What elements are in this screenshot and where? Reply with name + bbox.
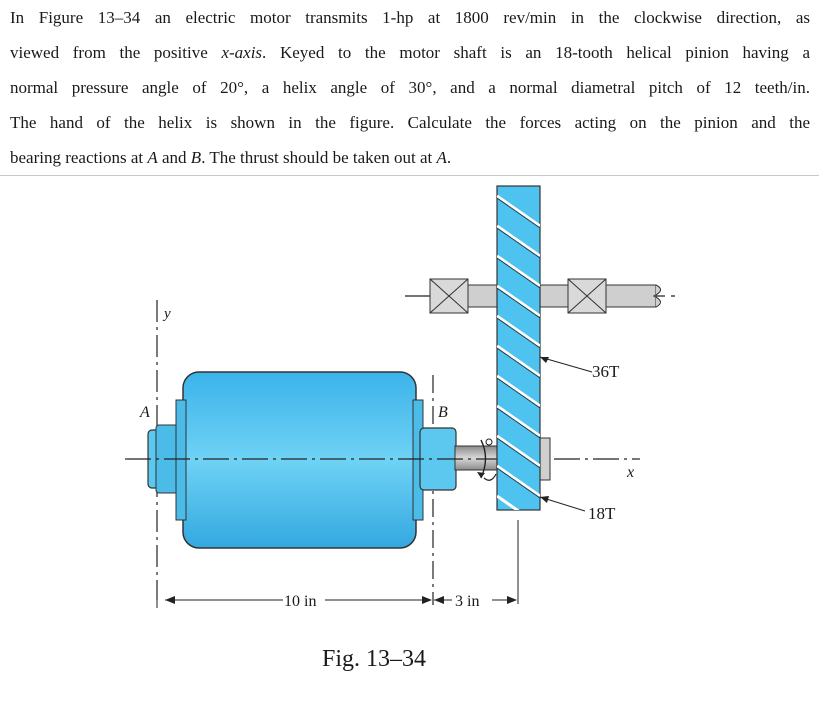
leader-36t-arrowhead (540, 357, 549, 363)
y-axis-label: y (164, 306, 171, 322)
problem-text: . The thrust should be taken out at (201, 148, 437, 167)
problem-text: and (157, 148, 191, 167)
point-a: A (147, 148, 158, 167)
point-a: A (436, 148, 447, 167)
upper-shaft-segment (540, 285, 568, 307)
rotation-arrow-head (477, 472, 485, 478)
gear-36t-label: 36T (592, 362, 620, 381)
problem-line-3: normal pressure angle of 20°, a helix angle of 30°, and a normal diametral pitch of 12 teeth/in. (10, 78, 810, 97)
rotation-arrow-tail (484, 474, 496, 480)
dimension-10in-label: 10 in (284, 593, 317, 610)
upper-shaft-end (606, 285, 656, 307)
problem-text: . Keyed to the motor shaft is an 18-tooth helical pinion having a (262, 43, 810, 62)
bearing-b-label: B (438, 404, 448, 421)
x-axis-label: x (627, 464, 635, 481)
pinion-18t-label: 18T (588, 504, 616, 523)
motor-end-cap-left (176, 400, 186, 520)
axis-name: x-axis (221, 43, 263, 62)
problem-text: viewed from the positive (10, 43, 222, 62)
helical-gear-36t (497, 186, 540, 526)
motor-shaft (455, 446, 500, 470)
problem-line-4: The hand of the helix is shown in the figure. Calculate the forces acting on the pinion and the (10, 113, 810, 132)
rotation-mark (486, 439, 492, 445)
upper-shaft-segment (468, 285, 497, 307)
point-b: B (190, 148, 202, 167)
leader-18t-arrowhead (540, 496, 549, 503)
bearing-a-label: A (140, 404, 150, 421)
problem-text: . (446, 148, 452, 167)
figure-caption: Fig. 13–34 (322, 646, 427, 672)
pinion-hub (540, 438, 550, 480)
motor-body (183, 372, 416, 548)
problem-line-1: In Figure 13–34 an electric motor transmits 1-hp at 1800 rev/min in the clockwise direction, as (10, 8, 810, 27)
dimension-3in-label: 3 in (455, 593, 480, 610)
problem-text: bearing reactions at (10, 148, 148, 167)
